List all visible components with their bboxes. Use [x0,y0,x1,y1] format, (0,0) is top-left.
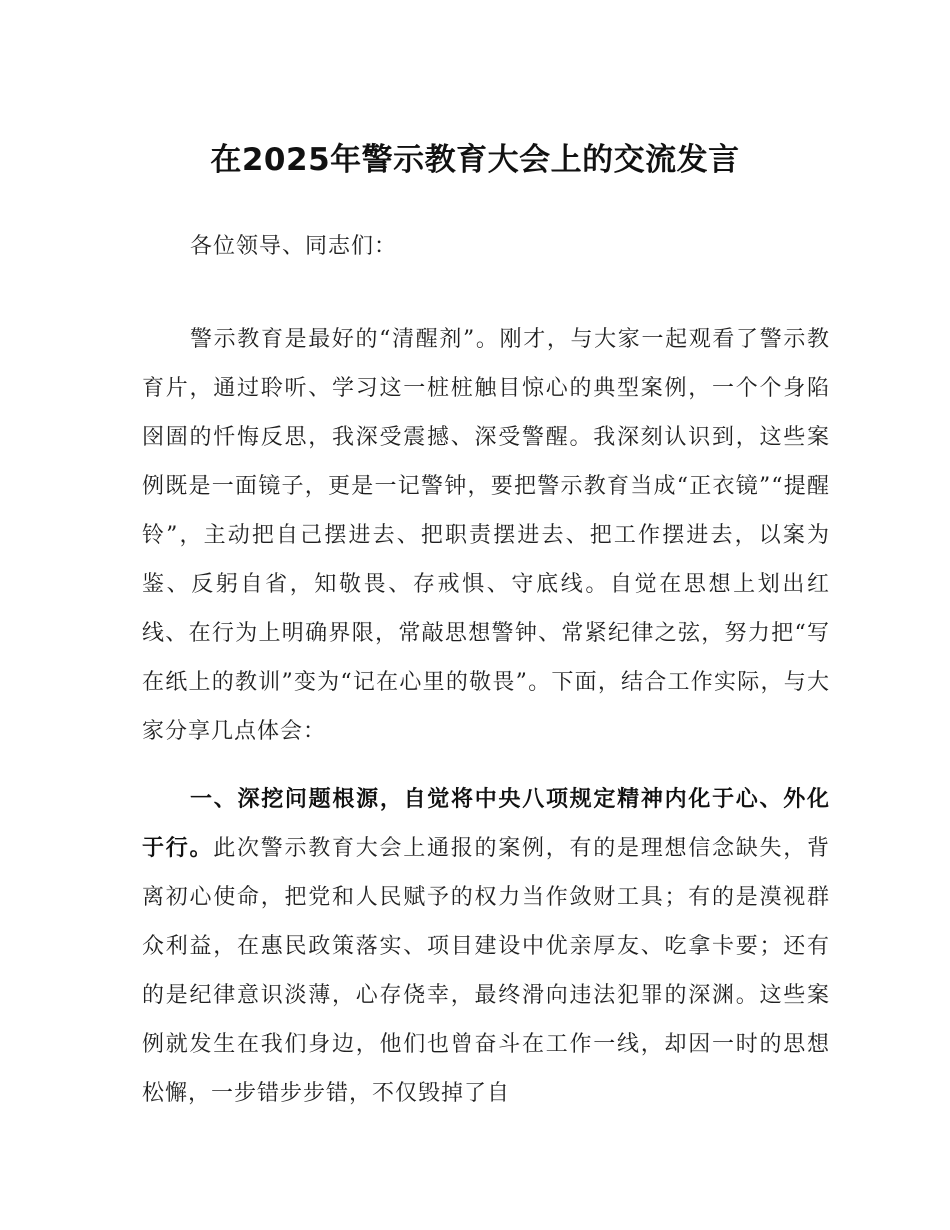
section-1-text: 此次警示教育大会上通报的案例，有的是理想信念缺失，背离初心使命，把党和人民赋予的权力当作敛财工具；有的是漠视群众利益，在惠民政策落实、项目建设中优亲厚友、吃拿卡要；还有的是纪律意识淡薄，心存侥幸，最终滑向违法犯罪的深渊。这些案例就发生在我们身边，他们也曾奋斗在工作一线，却因一时的思想松懈，一步错步步错，不仅毁掉了自 [142,836,830,1106]
document-title: 在2025年警示教育大会上的交流发言 [210,141,740,178]
salutation: 各位领导、同志们： [190,234,398,259]
section-1-heading: 一、深挖问题根源，自觉将中央八项规定精神内化于心、外化于行。 [142,787,830,861]
paragraph-section-1 [142,775,830,1118]
paragraph-intro: 警示教育是最好的“清醒剂”。刚才，与大家一起观看了警示教育片，通过聆听、学习这一桩桩触目惊心的典型案例，一个个身陷囹圄的忏悔反思，我深受震撼、深受警醒。我深刻认识到，这些案例既是一面镜子，更是一记警钟，要把警示教育当成“正衣镜”“提醒铃”，主动把自己摆进去、把职责摆进去、把工作摆进去，以案为鉴、反躬自省，知敬畏、存戒惧、守底线。自觉在思想上划出红线、在行为上明确界限，常敲思想警钟、常紧纪律之弦，努力把“写在纸上的教训”变为“记在心里的敬畏”。下面，结合工作实际，与大家分享几点体会： [142,327,830,744]
